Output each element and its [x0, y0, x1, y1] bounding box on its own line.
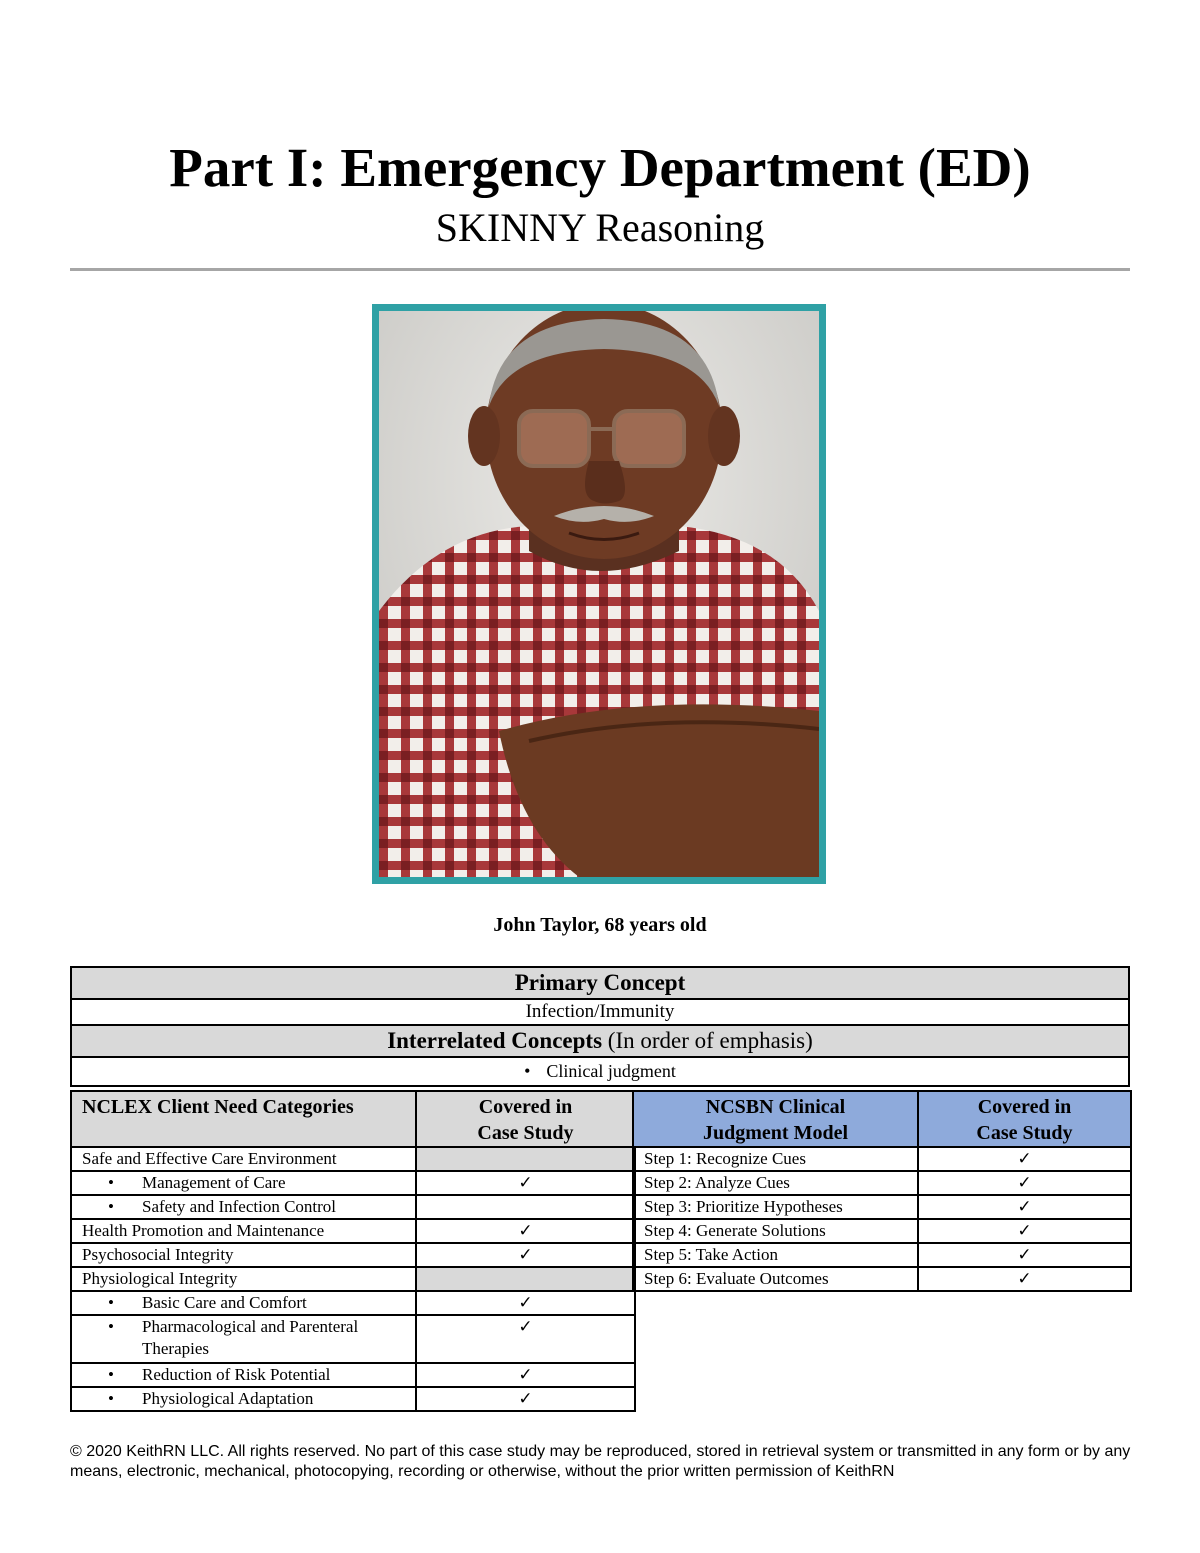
ncsbn-step-label: Step 6: Evaluate Outcomes [633, 1267, 918, 1291]
patient-photo [372, 304, 826, 884]
nclex-covered-check: ✓ [416, 1243, 635, 1267]
ncsbn-step-label: Step 2: Analyze Cues [633, 1171, 918, 1195]
nclex-category-label: • Management of Care [71, 1171, 416, 1195]
ncsbn-row [633, 1267, 1131, 1291]
nclex-table [70, 1090, 636, 1412]
nclex-category-label: Psychosocial Integrity [71, 1243, 416, 1267]
ncsbn-covered-header: Covered in Case Study [918, 1091, 1131, 1147]
nclex-row [71, 1219, 635, 1243]
primary-concept-value: Infection/Immunity [71, 999, 1129, 1025]
ncsbn-row [633, 1195, 1131, 1219]
bullet-icon: • [108, 1317, 114, 1336]
nclex-row [71, 1291, 635, 1315]
bullet-icon: • [108, 1365, 114, 1384]
ncsbn-table [632, 1090, 1132, 1292]
nclex-row [71, 1243, 635, 1267]
nclex-row [71, 1147, 635, 1171]
concept-table [70, 966, 1130, 1087]
patient-portrait-illustration [379, 311, 819, 877]
nclex-covered-check [416, 1147, 635, 1171]
title-divider [70, 268, 1130, 271]
ncsbn-covered-check: ✓ [918, 1171, 1131, 1195]
nclex-covered-header: Covered in Case Study [416, 1091, 635, 1147]
bullet-icon: • [108, 1197, 114, 1216]
nclex-row [71, 1267, 635, 1291]
nclex-category-label: • Reduction of Risk Potential [71, 1363, 416, 1387]
bullet-icon: • [108, 1293, 114, 1312]
interrelated-concepts-label: Interrelated Concepts [387, 1028, 603, 1053]
nclex-category-label: • Pharmacological and Parenteral Therapies [71, 1315, 416, 1363]
nclex-header: NCLEX Client Need Categories [71, 1091, 416, 1147]
ncsbn-row [633, 1147, 1131, 1171]
interrelated-concept-item: • Clinical judgment [71, 1057, 1129, 1086]
nclex-row [71, 1195, 635, 1219]
interrelated-concepts-note: (In order of emphasis) [607, 1028, 813, 1053]
interrelated-concepts-header [71, 1025, 1129, 1057]
ncsbn-step-label: Step 3: Prioritize Hypotheses [633, 1195, 918, 1219]
ncsbn-header: NCSBN Clinical Judgment Model [633, 1091, 918, 1147]
nclex-row [71, 1315, 635, 1363]
bullet-icon: • [524, 1061, 531, 1081]
ncsbn-covered-check: ✓ [918, 1147, 1131, 1171]
nclex-covered-check: ✓ [416, 1387, 635, 1411]
nclex-covered-check: ✓ [416, 1219, 635, 1243]
nclex-category-label: • Safety and Infection Control [71, 1195, 416, 1219]
nclex-covered-check: ✓ [416, 1363, 635, 1387]
nclex-row [71, 1171, 635, 1195]
nclex-category-label: • Basic Care and Comfort [71, 1291, 416, 1315]
ncsbn-covered-check: ✓ [918, 1267, 1131, 1291]
nclex-row [71, 1387, 635, 1411]
bullet-icon: • [108, 1389, 114, 1408]
ncsbn-row [633, 1243, 1131, 1267]
page-subtitle: SKINNY Reasoning [435, 205, 765, 250]
nclex-covered-check [416, 1195, 635, 1219]
nclex-category-label: Health Promotion and Maintenance [71, 1219, 416, 1243]
patient-caption: John Taylor, 68 years old [493, 914, 707, 936]
nclex-category-label: Physiological Integrity [71, 1267, 416, 1291]
ncsbn-covered-check: ✓ [918, 1219, 1131, 1243]
copyright-footer: © 2020 KeithRN LLC. All rights reserved. No part of this case study may be reproduced, stored in retrieval system or transmitted in any form or by any means, electronic, mechanical, photocopying, recording or otherwise, without the prior written permission of KeithRN [70, 1443, 1131, 1480]
nclex-category-label: Safe and Effective Care Environment [71, 1147, 416, 1171]
nclex-covered-check: ✓ [416, 1291, 635, 1315]
nclex-category-label: • Physiological Adaptation [71, 1387, 416, 1411]
nclex-covered-check: ✓ [416, 1171, 635, 1195]
ncsbn-covered-check: ✓ [918, 1243, 1131, 1267]
ncsbn-row [633, 1219, 1131, 1243]
bullet-icon: • [108, 1173, 114, 1192]
primary-concept-label: Primary Concept [71, 967, 1129, 999]
page-title: Part I: Emergency Department (ED) [169, 137, 1031, 198]
ncsbn-row [633, 1171, 1131, 1195]
nclex-row [71, 1363, 635, 1387]
ncsbn-step-label: Step 4: Generate Solutions [633, 1219, 918, 1243]
ncsbn-covered-check: ✓ [918, 1195, 1131, 1219]
nclex-covered-check [416, 1267, 635, 1291]
nclex-covered-check: ✓ [416, 1315, 635, 1363]
ncsbn-step-label: Step 1: Recognize Cues [633, 1147, 918, 1171]
ncsbn-step-label: Step 5: Take Action [633, 1243, 918, 1267]
